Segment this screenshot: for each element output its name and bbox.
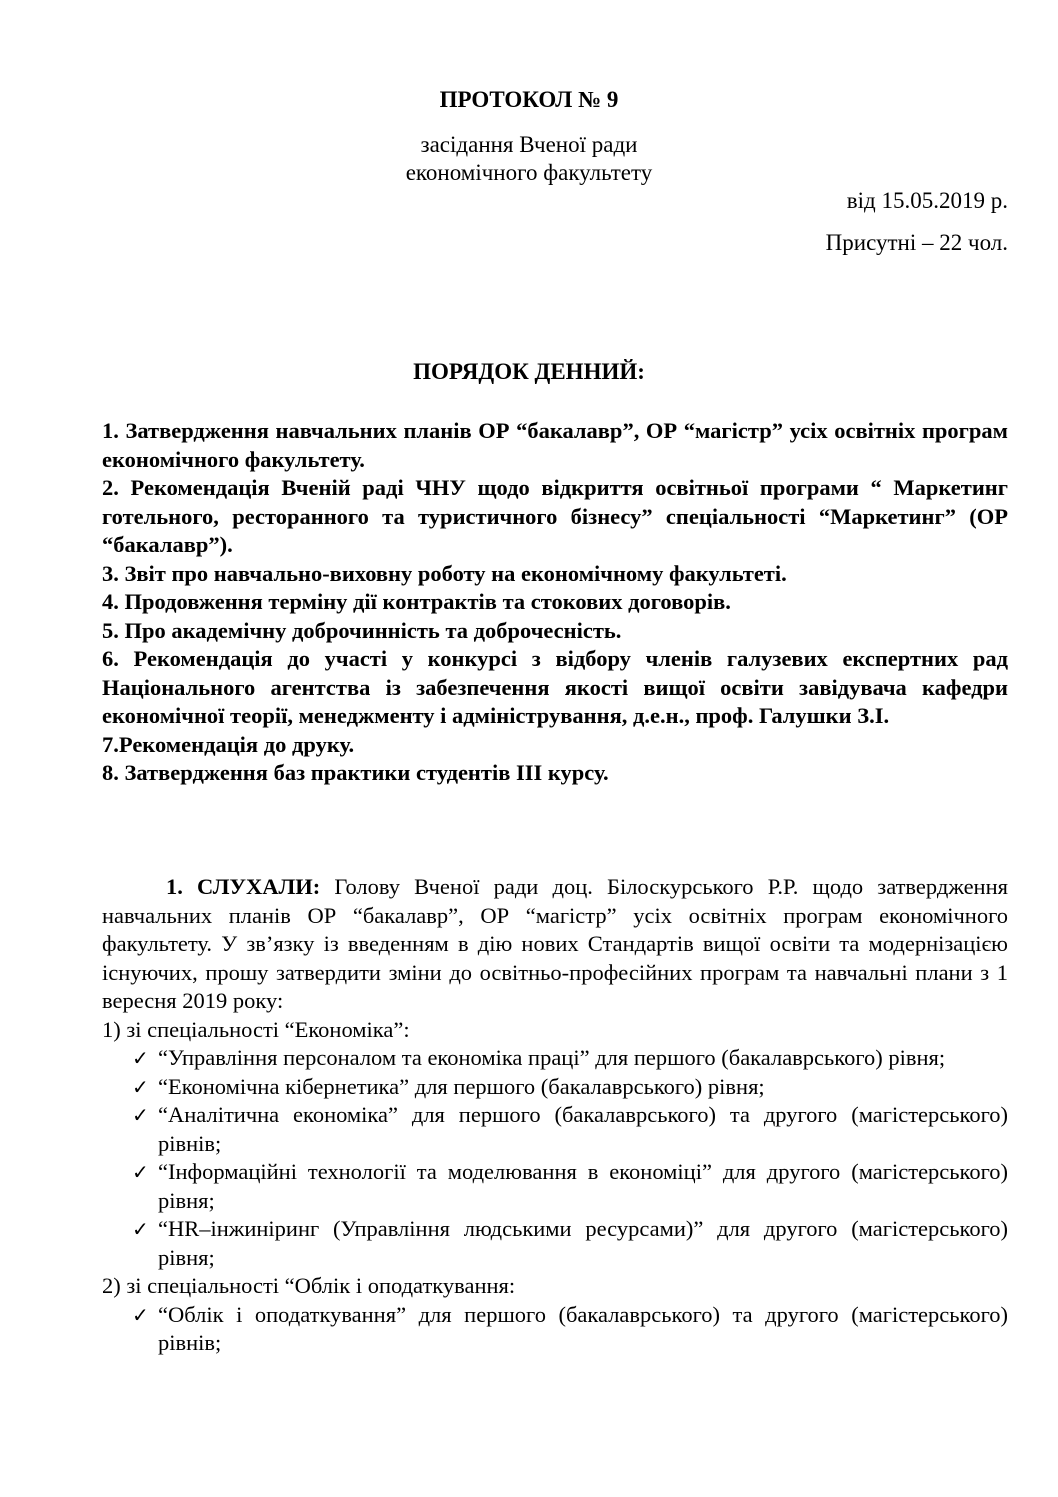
list-item: ✓ “Аналітична економіка” для першого (бакалаврського) та другого (магістерського) рівнів;	[132, 1102, 1008, 1156]
list-item: ✓ “HR–інжиніринг (Управління людськими ресурсами)” для другого (магістерського) рівня;	[132, 1216, 1008, 1270]
section-1-label: 1. СЛУХАЛИ:	[166, 874, 321, 899]
agenda-item: 7.Рекомендація до друку.	[102, 731, 355, 757]
checkmark-icon: ✓	[132, 1302, 149, 1327]
spec-2-heading: 2) зі спеціальності “Облік і оподаткування:	[102, 1273, 516, 1298]
list-item: ✓ “Економічна кібернетика” для першого (бакалаврського) рівня;	[102, 1073, 1008, 1102]
list-item: ✓ “Управління персоналом та економіка праці” для першого (бакалаврського) рівня;	[102, 1044, 1008, 1073]
checkmark-icon: ✓	[132, 1074, 149, 1099]
checkmark-icon: ✓	[132, 1103, 149, 1127]
agenda-item: 5. Про академічну доброчинність та доброчесність.	[102, 617, 622, 643]
checkmark-icon: ✓	[132, 1217, 149, 1241]
list-item: ✓ “Облік і оподаткування” для першого (бакалаврського) та другого (магістерського) рівнів;	[132, 1301, 1008, 1355]
spec-1-list	[102, 1044, 1008, 1272]
protocol-title: ПРОТОКОЛ № 9	[439, 87, 619, 112]
spec-2-list	[102, 1301, 1008, 1358]
list-item: ✓ “Інформаційні технології та моделювання в економіці” для другого (магістерського) рівня;	[132, 1159, 1008, 1213]
agenda-list	[102, 417, 1008, 788]
agenda-item: 1. Затвердження навчальних планів ОР “бакалавр”, ОР “магістр” усіх освітніх програм економічного факультету.	[102, 418, 1008, 472]
checkmark-icon: ✓	[132, 1160, 149, 1184]
agenda-item: 3. Звіт про навчально-виховну роботу на економічному факультеті.	[102, 560, 787, 586]
section-1	[102, 873, 1008, 1358]
protocol-date: від 15.05.2019 р.	[846, 188, 1008, 213]
protocol-subtitle-line2: економічного факультету	[405, 160, 653, 185]
agenda-item: 6. Рекомендація до участі у конкурсі з відбору членів галузевих експертних рад Національного агентства із забезпечення якості вищої освіти завідувача кафедри економічної теорії, менеджменту і адміністрування, д.е.н., проф. Галушки З.І.	[102, 646, 1008, 728]
agenda-item: 8. Затвердження баз практики студентів ІІІ курсу.	[102, 760, 609, 785]
attendance-count: Присутні – 22 чол.	[825, 230, 1008, 255]
section-1-paragraph	[102, 873, 1008, 1016]
agenda-heading: ПОРЯДОК ДЕННИЙ:	[413, 359, 645, 384]
agenda-item: 2. Рекомендація Вченій раді ЧНУ щодо відкриття освітньої програми “ Маркетинг готельного, ресторанного та туристичного бізнесу” спеціальності “Маркетинг” (ОР “бакалавр”).	[102, 475, 1008, 557]
agenda-item: 4. Продовження терміну дії контрактів та стокових договорів.	[102, 589, 731, 614]
section-1-text: Голову Вченої ради доц. Білоскурського Р.Р. щодо затвердження навчальних планів ОР “бакалавр”, ОР “магістр” усіх освітніх програм економічного факультету. У зв’язку із введенням в дію нових Стандартів вищої освіти та модернізацією існуючих, прошу затвердити зміни до освітньо-професійних програм та навчальні плани з 1 вересня 2019 року:	[102, 874, 1008, 1013]
protocol-subtitle-line1: засідання Вченої ради	[420, 132, 638, 157]
checkmark-icon: ✓	[132, 1046, 149, 1070]
spec-1-heading: 1) зі спеціальності “Економіка”:	[102, 1016, 410, 1042]
